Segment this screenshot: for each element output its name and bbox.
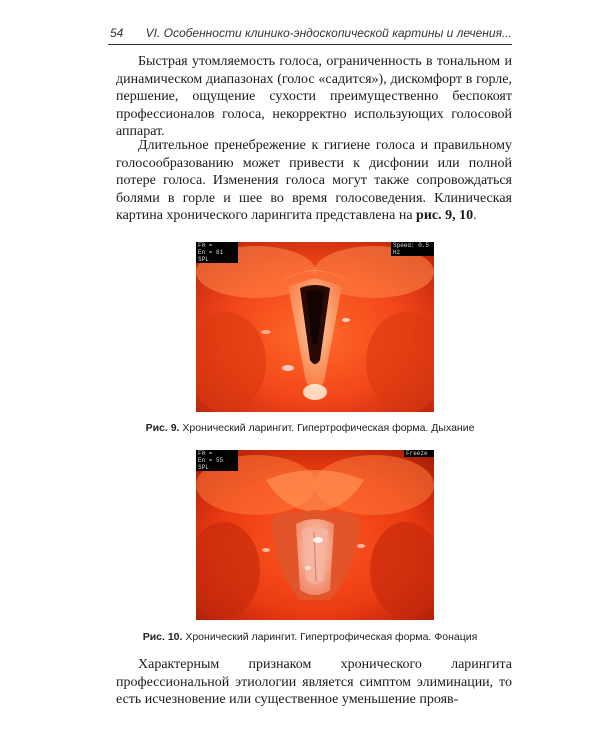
paragraph-2-text: Длительное пренебрежение к гигиене голоса и правильному голосообразованию может привести к дисфонии или полной потере голоса. Изменения голоса могут также сопровождаться болями в горле и шее во время голосоведения. Клиническая картина хронического ларингита представлена на — [116, 138, 512, 223]
figure-10-label: Рис. 10. — [142, 631, 183, 643]
running-header — [108, 24, 512, 45]
osd-f0-label: F0 = — [198, 242, 213, 249]
figure-9-caption — [108, 422, 512, 434]
figure-10-osd-topleft — [196, 450, 238, 471]
osd-f0-label: F0 = — [198, 450, 213, 457]
paragraph-2 — [116, 137, 512, 225]
paragraph-1: Быстрая утомляемость голоса, ограниченность в тональном и динамическом диапазонах (голос «садится»), дискомфорт в горле, першение, ощущение сухости преимущественно беспокоят профессионалов голоса, некорректно использующих голосовой аппарат. — [116, 54, 512, 139]
figure-10-caption — [108, 631, 512, 643]
figure-10-osd-topright: Freeze — [404, 450, 434, 457]
paragraph-3: Характерным признаком хронического ларингита профессиональной этиологии является симптом элиминации, то есть исчезновение или существенное уменьшение прояв- — [116, 657, 512, 707]
figure-reference: рис. 9, 10 — [416, 208, 474, 223]
figure-9-osd-topleft — [196, 242, 238, 263]
osd-energy-label: En = 61 SPL — [198, 249, 224, 263]
figure-10-caption-text: Хронический ларингит. Гипертрофическая форма. Фонация — [182, 631, 478, 643]
figure-9-caption-text: Хронический ларингит. Гипертрофическая форма. Дыхание — [179, 422, 475, 434]
paragraph-2-end: . — [473, 208, 477, 223]
running-head-title: VI. Особенности клинико-эндоскопической картины и лечения... — [145, 26, 512, 40]
figure-9-label: Рис. 9. — [145, 422, 180, 434]
figure-9-image — [196, 242, 434, 412]
osd-energy-label: En = 55 SPL — [198, 457, 224, 471]
figure-9-osd-topright: Speed: 0.5 Hz — [391, 242, 434, 256]
page-number: 54 — [110, 26, 124, 40]
figure-10-image — [196, 450, 434, 620]
